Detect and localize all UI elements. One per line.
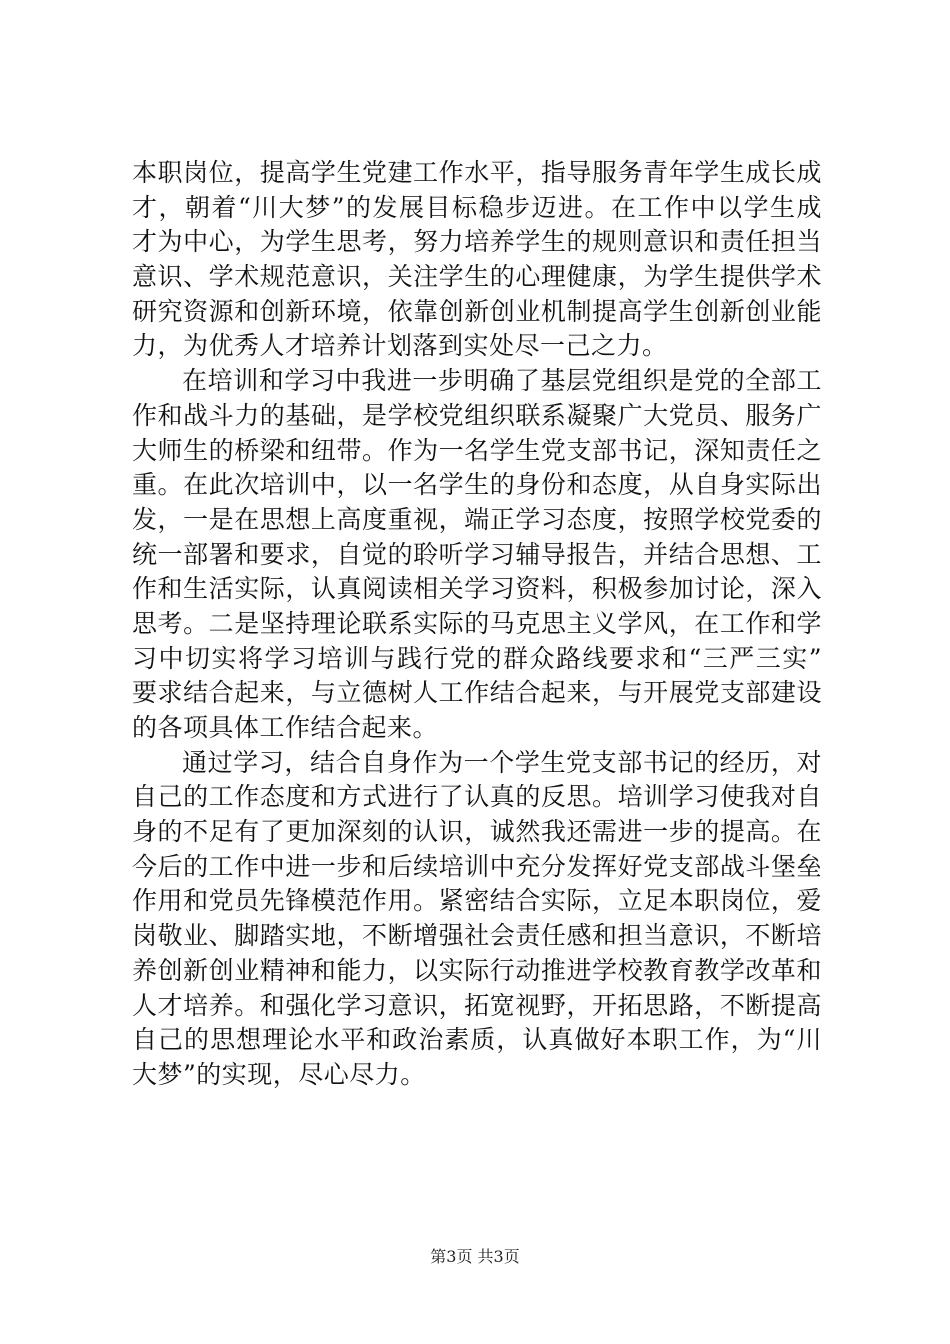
- paragraph-1: [132, 156, 822, 364]
- text-line: 才，朝着“川大梦”的发展目标稳步迈进。在工作中以学生成: [132, 192, 822, 222]
- text-line: 今后的工作中进一步和后续培训中充分发挥好党支部战斗堡垒: [132, 851, 822, 881]
- text-line: 作和生活实际，认真阅读相关学习资料，积极参加讨论，深入: [132, 574, 822, 604]
- text-line: 作用和党员先锋模范作用。紧密结合实际，立足本职岗位，爱: [132, 886, 822, 916]
- paragraph-3: [132, 746, 822, 1093]
- text-line: 重。在此次培训中，以一名学生的身份和态度，从自身实际出: [132, 470, 822, 500]
- text-line: 岗敬业、脚踏实地，不断增强社会责任感和担当意识，不断培: [132, 921, 822, 951]
- text-line: 才为中心，为学生思考，努力培养学生的规则意识和责任担当: [132, 227, 822, 257]
- text-line: 通过学习，结合自身作为一个学生党支部书记的经历，对: [182, 747, 822, 777]
- text-line: 人才培养。和强化学习意识，拓宽视野，开拓思路，不断提高: [132, 990, 822, 1020]
- paragraph-2: [132, 364, 822, 746]
- text-line: 自己的思想理论水平和政治素质，认真做好本职工作，为“川: [132, 1025, 822, 1055]
- text-line: 本职岗位，提高学生党建工作水平，指导服务青年学生成长成: [132, 158, 822, 187]
- text-line: 大师生的桥梁和纽带。作为一名学生党支部书记，深知责任之: [132, 435, 822, 465]
- text-line: 的各项具体工作结合起来。: [132, 713, 439, 742]
- text-line: 自己的工作态度和方式进行了认真的反思。培训学习使我对自: [132, 782, 822, 812]
- text-line: 养创新创业精神和能力，以实际行动推进学校教育教学改革和: [132, 955, 822, 985]
- text-line: 在培训和学习中我进一步明确了基层党组织是党的全部工: [182, 366, 822, 396]
- document-body: [132, 156, 822, 1093]
- page-footer: [0, 1244, 950, 1267]
- text-line: 力，为优秀人才培养计划落到实处尽一己之力。: [132, 331, 668, 361]
- text-line: 发，一是在思想上高度重视，端正学习态度，按照学校党委的: [132, 504, 822, 534]
- text-line: 习中切实将学习培训与践行党的群众路线要求和“三严三实”: [132, 643, 822, 673]
- text-line: 意识、学术规范意识，关注学生的心理健康，为学生提供学术: [132, 262, 822, 292]
- text-line: 思考。二是坚持理论联系实际的马克思主义学风，在工作和学: [132, 608, 822, 638]
- page-number-label: 第3页 共3页: [430, 1247, 520, 1266]
- text-line: 研究资源和创新环境，依靠创新创业机制提高学生创新创业能: [132, 296, 822, 326]
- text-line: 统一部署和要求，自觉的聆听学习辅导报告，并结合思想、工: [132, 539, 822, 569]
- text-line: 要求结合起来，与立德树人工作结合起来，与开展党支部建设: [132, 678, 822, 708]
- text-line: 身的不足有了更加深刻的认识，诚然我还需进一步的提高。在: [132, 817, 822, 847]
- text-line: 作和战斗力的基础，是学校党组织联系凝聚广大党员、服务广: [132, 400, 822, 430]
- text-line: 大梦”的实现，尽心尽力。: [132, 1059, 426, 1089]
